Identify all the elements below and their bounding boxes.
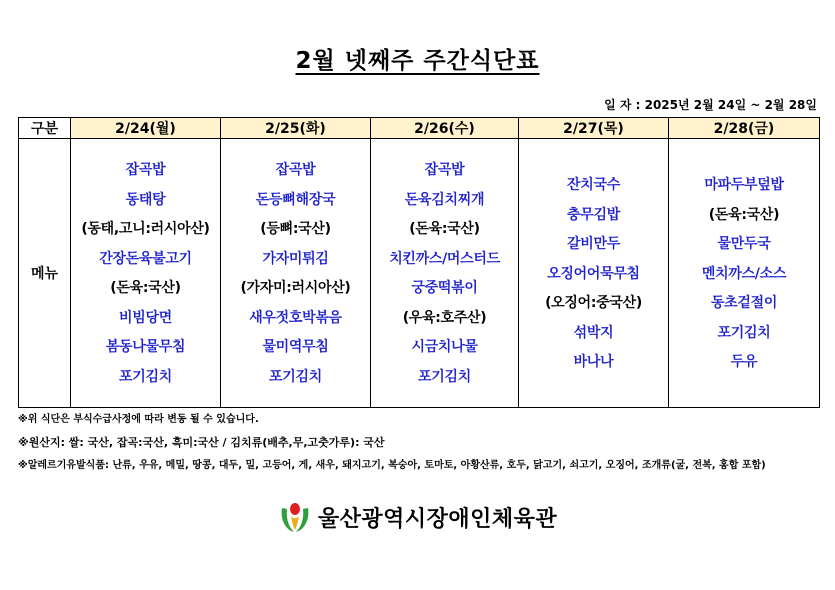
day-header: 2/26(수) — [371, 118, 519, 139]
menu-item: (돈육:국산) — [409, 221, 480, 237]
menu-item: 바나나 — [573, 354, 614, 370]
menu-item: 잡곡밥 — [125, 162, 166, 178]
menu-item: 시금치나물 — [411, 339, 478, 355]
menu-item: 멘치까스/소스 — [701, 265, 787, 282]
menu-item: 오징어어묵무침 — [547, 265, 640, 282]
menu-item: 간장돈육불고기 — [99, 250, 192, 267]
day-header: 2/27(목) — [519, 118, 669, 139]
menu-item: 포기김치 — [119, 368, 172, 385]
menu-item: 동태탕 — [125, 191, 166, 208]
day-header: 2/28(금) — [669, 118, 820, 139]
menu-item: 동초겉절이 — [710, 295, 778, 311]
day-menu-cell — [221, 139, 371, 408]
menu-item: (가자미:러시아산) — [240, 280, 351, 296]
menu-item: (돈육:국산) — [110, 280, 181, 296]
note-origin: ※원산지: 쌀: 국산, 잡곡:국산, 흑미:국산 / 김치류(배추,무,고춧가루): 국산 — [18, 436, 385, 449]
menu-item: 돈육김치찌개 — [404, 191, 485, 208]
organization-logo-icon — [278, 500, 312, 534]
note-change: ※위 식단은 부식수급사정에 따라 변동 될 수 있습니다. — [18, 414, 259, 425]
menu-item: 물미역무침 — [262, 339, 329, 355]
day-header: 2/24(월) — [71, 118, 221, 139]
menu-item: 갈비만두 — [567, 236, 620, 252]
menu-item: (우육:호주산) — [402, 309, 487, 326]
menu-item: 포기김치 — [269, 368, 322, 385]
day-header: 2/25(화) — [221, 118, 371, 139]
menu-item: (돈육:국산) — [708, 206, 780, 223]
menu-item: 가자미튀김 — [262, 250, 329, 267]
organization-name: 울산광역시장애인체육관 — [317, 506, 558, 532]
menu-item: (오징어:중국산) — [545, 295, 642, 311]
menu-item: 치킨까스/머스터드 — [389, 250, 500, 267]
menu-item: 궁중떡볶이 — [411, 280, 478, 296]
footer — [0, 500, 835, 538]
menu-item: (동태,고니:러시아산) — [81, 221, 210, 237]
day-menu-cell — [371, 139, 519, 408]
menu-table — [18, 117, 820, 408]
menu-item: 섞박지 — [573, 324, 614, 341]
menu-item: 비빔당면 — [119, 309, 172, 326]
menu-item: 잡곡밥 — [275, 162, 316, 178]
menu-item: 잡곡밥 — [424, 162, 465, 178]
note-allergy: ※알레르기유발식품: 난류, 우유, 메밀, 땅콩, 대두, 밀, 고등어, 게, 새우, 돼지고기, 복숭아, 토마토, 아황산류, 호두, 닭고기, 쇠고기, 오징어, 조개류(굴, 전복, 홍합 포함) — [18, 460, 766, 471]
menu-item: 포기김치 — [418, 368, 471, 385]
menu-item: 충무김밥 — [567, 206, 620, 223]
header-row — [19, 118, 820, 139]
menu-item: 물만두국 — [717, 236, 771, 252]
day-menu-cell — [71, 139, 221, 408]
day-menu-cell — [669, 139, 820, 408]
menu-item: 새우젓호박볶음 — [249, 309, 342, 326]
menu-item: 포기김치 — [717, 324, 771, 341]
menu-item: 마파두부덮밥 — [704, 177, 784, 193]
day-menu-cell — [519, 139, 669, 408]
corner-header: 구분 — [19, 118, 71, 139]
menu-item: 잔치국수 — [567, 177, 620, 193]
menu-item: (등뼈:국산) — [260, 221, 331, 237]
date-range: 일 자 : 2025년 2월 24일 ~ 2월 28일 — [604, 98, 817, 112]
menu-row — [19, 139, 820, 408]
menu-item: 두유 — [730, 354, 758, 370]
menu-item: 돈등뼈해장국 — [255, 191, 336, 208]
row-label: 메뉴 — [19, 139, 71, 408]
page-title: 2월 넷째주 주간식단표 — [295, 48, 540, 74]
notes-section — [18, 412, 823, 481]
menu-item: 봄동나물무침 — [105, 339, 186, 355]
